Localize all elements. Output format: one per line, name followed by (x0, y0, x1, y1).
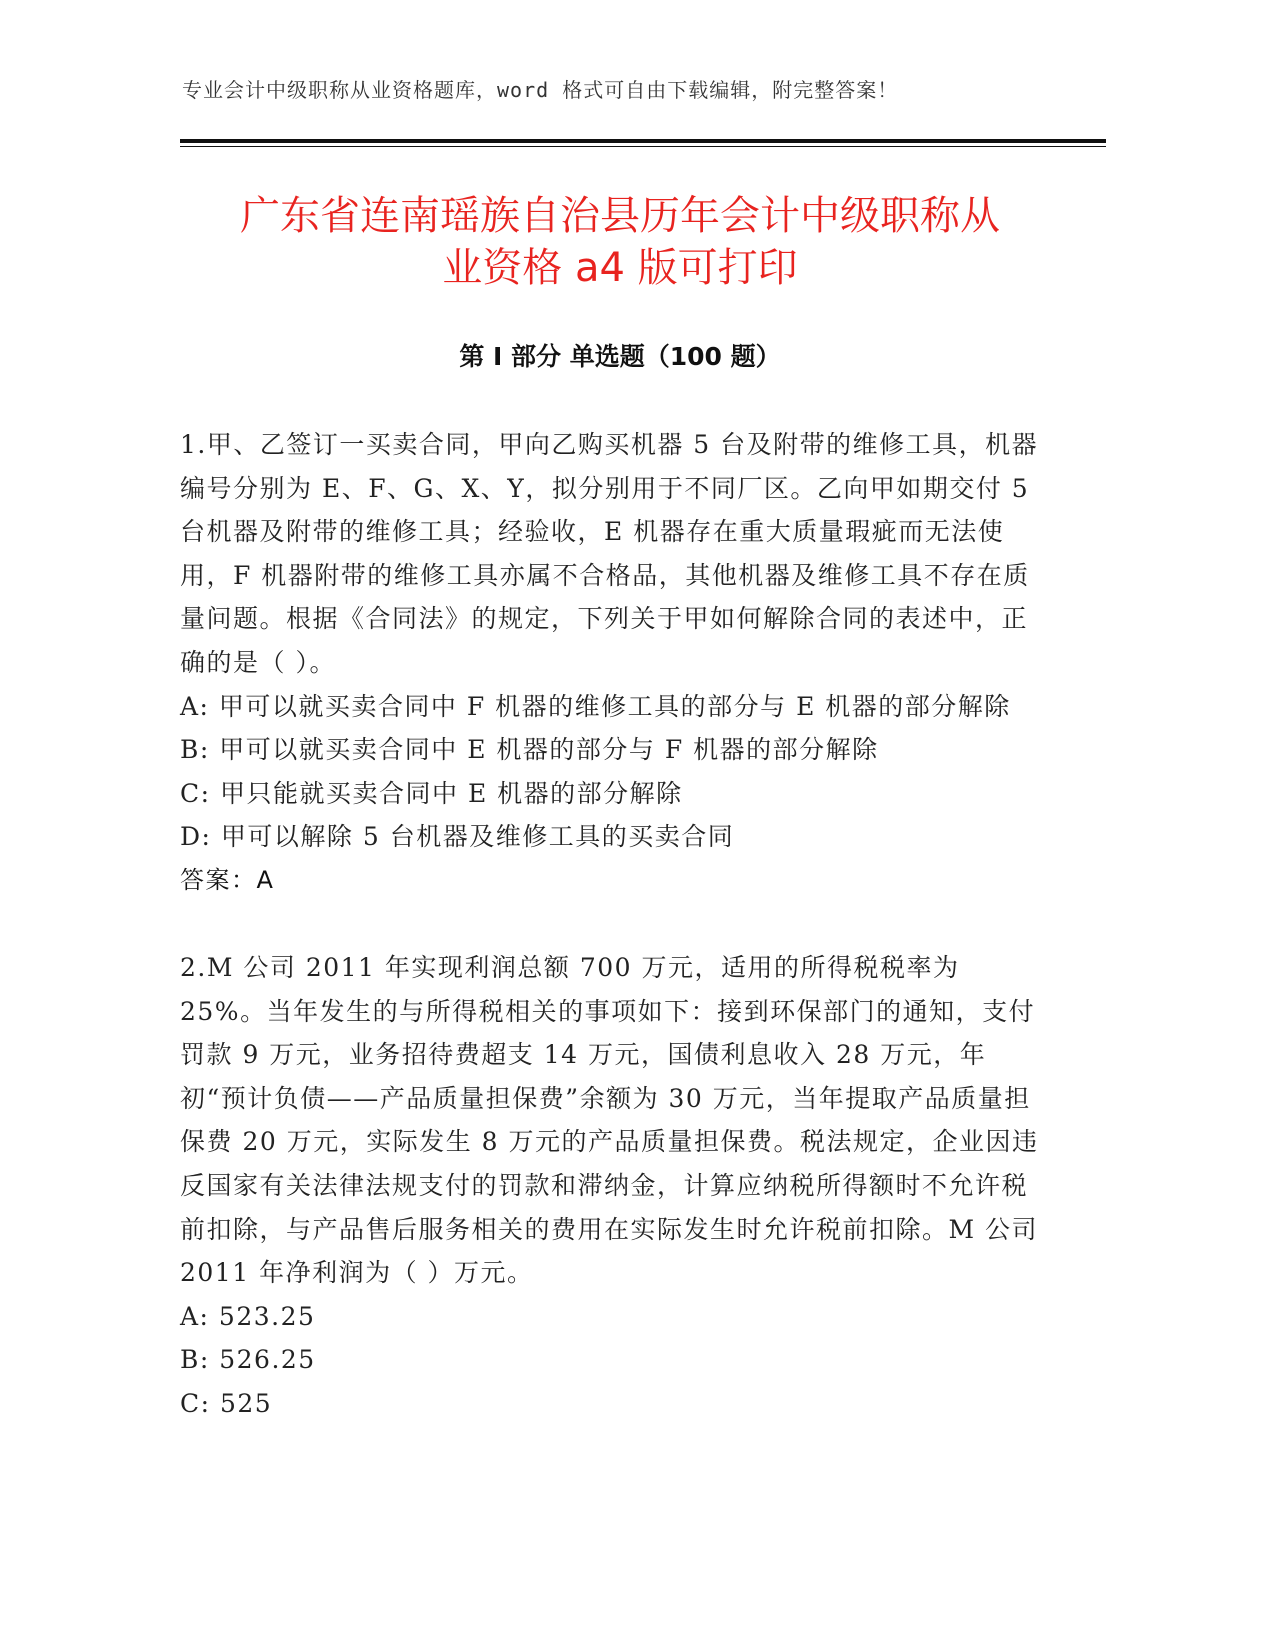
option-c: C: 甲只能就买卖合同中 E 机器的部分解除 (180, 778, 683, 808)
option-b: B: 甲可以就买卖合同中 E 机器的部分与 F 机器的部分解除 (180, 735, 879, 765)
question-2 (180, 946, 1040, 1426)
header-rule-thin (180, 146, 1106, 147)
header-tagline: 专业会计中级职称从业资格题库，word 格式可自由下载编辑，附完整答案！ (182, 78, 899, 102)
header-rule-thick (180, 139, 1106, 143)
option-c: C: 525 (180, 1388, 273, 1418)
question-1 (180, 423, 1040, 903)
option-b: B: 526.25 (180, 1345, 316, 1375)
question-stem: 1.甲、乙签订一买卖合同，甲向乙购买机器 5 台及附带的维修工具，机器编号分别为 E、F、G、X、Y，拟分别用于不同厂区。乙向甲如期交付 5 台机器及附带的维修工具；经验收，E 机器存在重大质量瑕疵而无法使用，F 机器附带的维修工具亦属不合格品，其他机器及维修工具不存在质量问题。根据《合同法》的规定，下列关于甲如何解除合同的表述中，正确的是（ ）。 (180, 430, 1039, 677)
question-stem: 2.M 公司 2011 年实现利润总额 700 万元，适用的所得税税率为 25%。当年发生的与所得税相关的事项如下：接到环保部门的通知，支付罚款 9 万元，业务招待费超支 14 万元，国债利息收入 28 万元，年初“预计负债——产品质量担保费”余额为 30 万元，当年提取产品质量担保费 20 万元，实际发生 8 万元的产品质量担保费。税法规定，企业因违反国家有关法律法规支付的罚款和滞纳金，计算应纳税所得额时不允许税前扣除，与产品售后服务相关的费用在实际发生时允许税前扣除。M 公司 2011 年净利润为（ ）万元。 (180, 953, 1039, 1288)
option-a: A: 甲可以就买卖合同中 F 机器的维修工具的部分与 E 机器的部分解除 (180, 691, 1011, 721)
answer-label: 答案：A (180, 865, 275, 894)
option-a: A: 523.25 (180, 1301, 316, 1331)
section-title: 第 I 部分 单选题（100 题） (459, 342, 781, 371)
document-title-line-2: 业资格 a4 版可打印 (442, 245, 798, 291)
document-title-line-1: 广东省连南瑶族自治县历年会计中级职称从 (240, 193, 1000, 239)
document-title (180, 190, 1060, 294)
option-d: D: 甲可以解除 5 台机器及维修工具的买卖合同 (180, 822, 735, 852)
